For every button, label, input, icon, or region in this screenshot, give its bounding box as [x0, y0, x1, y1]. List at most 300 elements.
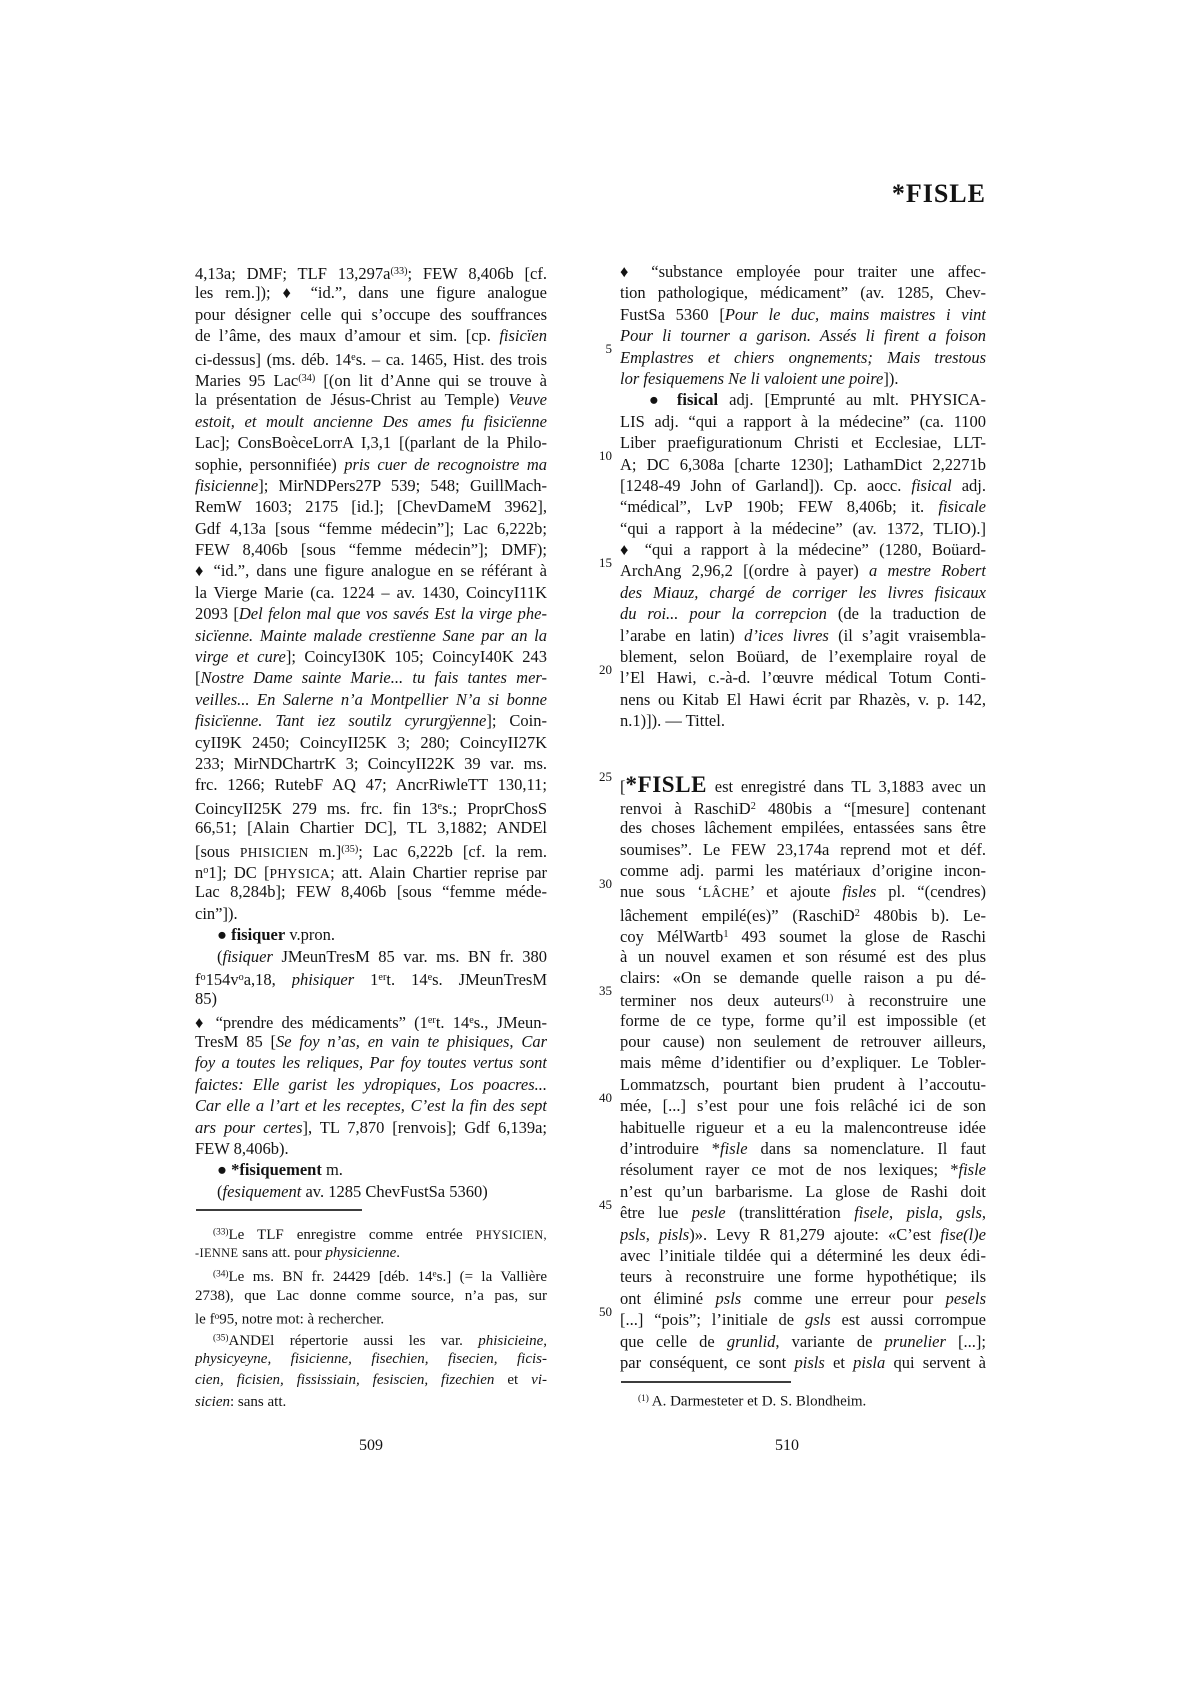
- text-line: [195, 518, 547, 539]
- text-run: est enregistré dans TL 3,1883 avec un: [707, 777, 986, 796]
- text-run: s.] (= la Vallière: [436, 1269, 547, 1286]
- text-run: Lac 8,284b]; FEW 8,406b [sous “femme méde-: [195, 882, 547, 902]
- text-run: est aussi corrompue: [830, 1310, 986, 1330]
- text-line: [195, 860, 547, 881]
- text-run: Gdf 4,13a [sous “femme médecin”]; Lac 6,222b;: [195, 518, 547, 538]
- text-line: [195, 582, 547, 603]
- text-run: ,: [543, 1332, 547, 1349]
- text-run: (: [217, 1181, 223, 1201]
- text-run: s. – ca. 1465, Hist. des trois: [355, 349, 547, 368]
- text-run: Emplastres et chiers ongnements; Mais trestous: [620, 347, 986, 367]
- text-line: [620, 774, 986, 795]
- text-run: lâchement empilé(es)” (RaschiD: [620, 905, 855, 925]
- text-run: que celle de: [620, 1331, 727, 1351]
- text-run: adj.: [951, 475, 986, 495]
- text-run: 4,13a; DMF; TLF 13,297a: [195, 264, 391, 283]
- text-line: [620, 903, 986, 924]
- text-line: [195, 325, 547, 346]
- text-run: sans att. pour: [238, 1245, 326, 1262]
- text-line: [620, 1288, 986, 1309]
- text-line: [195, 1328, 547, 1349]
- text-run: s. JMeunTresM: [432, 970, 547, 989]
- text-run: ; att. Alain Chartier reprise par: [330, 863, 547, 882]
- text-line: [620, 710, 986, 731]
- text-run: Car elle a l’art et les receptes, C’est la fin des sept: [195, 1096, 547, 1116]
- text-run: ●: [642, 390, 677, 410]
- text-run: ,: [645, 1224, 659, 1244]
- text-run: 480bis b). Le-: [859, 905, 986, 925]
- text-run: Le ms. BN fr. 24429 [déb. 14: [228, 1269, 433, 1286]
- text-run: à reconstruire une: [833, 991, 986, 1010]
- text-line: [195, 881, 547, 902]
- text-line: [195, 603, 547, 624]
- text-run: v.pron.: [285, 925, 335, 945]
- text-run: d’introduire *: [620, 1139, 721, 1159]
- text-run: gsls: [956, 1203, 982, 1223]
- text-run: à un nouvel examen et son résumé est des plus: [620, 946, 986, 966]
- text-run: psls: [715, 1288, 742, 1308]
- text-line: [620, 1159, 986, 1180]
- text-line: [195, 1074, 547, 1095]
- text-line: [620, 924, 986, 945]
- text-run: (translittération: [725, 1203, 855, 1223]
- text-run: foy a toutes les reliques, Par foy toutes vertus sont: [195, 1053, 547, 1073]
- text-run: er: [378, 971, 387, 983]
- text-run: TresM 85 [: [195, 1032, 277, 1052]
- text-line: [620, 689, 986, 710]
- text-line: [195, 732, 547, 753]
- left-column: [195, 261, 547, 1202]
- text-run: être lue: [620, 1203, 692, 1223]
- text-run: Pour le duc, mains maistres i vint: [724, 304, 986, 324]
- text-run: soumises”. Le FEW 23,174a reprend mot et déf.: [620, 839, 986, 859]
- text-line: [195, 1117, 547, 1138]
- text-line: [620, 881, 986, 902]
- text-run: les rem.]); ♦ “id.”, dans une figure analogue: [195, 283, 547, 303]
- text-line: [195, 839, 547, 860]
- text-run: et: [494, 1372, 532, 1389]
- text-run: veilles... En Salerne n’a Montpellier N’a si bonne: [195, 689, 547, 709]
- text-run: ; FEW 8,406b [cf.: [407, 264, 547, 283]
- text-run: o: [238, 971, 244, 983]
- text-line: [620, 1352, 986, 1373]
- text-run: t. 14: [435, 1012, 470, 1032]
- text-run: a,18,: [243, 970, 292, 989]
- text-run: mais même d’identifier ou d’expliquer. Le Tobler-: [620, 1053, 986, 1073]
- text-run: ]; Coin-: [486, 711, 547, 731]
- text-line: [195, 967, 547, 988]
- text-run: ●: [217, 925, 232, 945]
- line-number: 35: [599, 983, 612, 998]
- text-line: [195, 539, 547, 560]
- text-line: [195, 946, 547, 967]
- text-line: [195, 411, 547, 432]
- text-run: teurs à reconstruire une forme hypothétique; ils: [620, 1267, 986, 1287]
- text-run: 154v: [205, 970, 239, 989]
- text-run: la Vierge Marie (ca. 1224 – av. 1430, CoincyI11K: [195, 582, 547, 602]
- text-run: o: [200, 971, 206, 983]
- text-run: [...];: [945, 1331, 986, 1351]
- text-run: fisical: [676, 390, 719, 410]
- text-run: 1: [354, 970, 379, 989]
- text-run: fisicienne: [195, 475, 259, 495]
- text-line: [620, 988, 986, 1009]
- text-run: (1): [638, 1394, 649, 1404]
- text-line: [195, 1010, 547, 1031]
- text-run: adj. [Emprunté au mlt. PHYSICA-: [718, 390, 986, 410]
- text-run: Maries 95 Lac: [195, 371, 299, 390]
- text-run: 233; MirNDChartrK 3; CoincyII22K 39 var. ms.: [195, 753, 547, 773]
- text-run: le f: [195, 1311, 215, 1328]
- text-line: [620, 1181, 986, 1202]
- text-run: psls: [620, 1224, 646, 1244]
- text-run: ’ et ajoute: [749, 882, 843, 902]
- text-run: cin”]).: [195, 903, 238, 923]
- text-run: qui servent à: [885, 1352, 986, 1372]
- text-run: 480bis a “[mesure] contenant: [755, 798, 986, 818]
- text-run: a mestre Robert: [869, 561, 986, 581]
- text-run: [: [620, 777, 626, 796]
- text-run: ♦ “substance employée pour traiter une affec-: [620, 262, 986, 281]
- text-line: [195, 796, 547, 817]
- text-run: (: [217, 946, 223, 966]
- line-number: 50: [599, 1304, 612, 1319]
- text-run: e: [437, 800, 443, 812]
- text-line: [620, 347, 986, 368]
- text-run: 493 soumet la glose de Raschi: [728, 927, 986, 946]
- text-line: [620, 411, 986, 432]
- text-run: (1): [821, 993, 834, 1005]
- text-run: FEW 8,406b [sous “femme médecin”]; DMF);: [195, 540, 547, 560]
- text-line: [195, 774, 547, 795]
- text-run: pisls: [658, 1224, 690, 1244]
- text-line: [620, 325, 986, 346]
- text-run: fisical: [911, 475, 952, 495]
- text-run: clairs: «On se demande quelle raison a pu dé-: [620, 967, 986, 987]
- line-number: 20: [599, 662, 612, 677]
- text-run: Veuve: [508, 390, 547, 410]
- text-run: physicyeyne, fisicienne, fisechien, fisecien, ficis-: [195, 1351, 547, 1368]
- text-run: [(on lit d’Anne qui se trouve à: [315, 371, 547, 390]
- text-run: fisicale: [938, 497, 986, 517]
- text-run: (33): [213, 1227, 229, 1237]
- line-number: 25: [599, 769, 612, 784]
- text-run: résolument rayer ce mot de nos lexiques; *: [620, 1160, 959, 1180]
- text-line: [620, 432, 986, 453]
- text-run: )». Levy R 81,279 ajoute: «C’est: [689, 1224, 941, 1244]
- text-run: n’est qu’un barbarisme. La glose de Rashi doit: [620, 1181, 986, 1201]
- page-number-right: 510: [775, 1437, 799, 1454]
- text-run: ars pour certes: [195, 1117, 303, 1137]
- text-line: [620, 1095, 986, 1116]
- text-line: [620, 1010, 986, 1031]
- text-run: ♦ “prendre des médicaments” (1: [195, 1012, 428, 1032]
- text-line: [195, 1159, 547, 1180]
- text-line: [195, 368, 547, 389]
- text-run: (34): [213, 1269, 229, 1280]
- text-line: [195, 625, 547, 646]
- text-run: [1248-49 John of Garland]). Cp. aocc.: [620, 475, 912, 495]
- text-run: m.: [321, 1160, 343, 1180]
- text-run: “qui a rapport à la médecine” (av. 1372, TLIO).]: [620, 518, 986, 538]
- text-run: renvoi à RaschiD: [620, 798, 751, 818]
- text-run: (33): [390, 266, 408, 277]
- text-run: avec l’initiale tildée qui a déterminé les deux édi-: [620, 1245, 986, 1265]
- text-run: s.; ProprChosS: [442, 798, 547, 818]
- text-run: ], TL 7,870 [renvois]; Gdf 6,139a;: [302, 1117, 547, 1137]
- footnote-separator-right: [621, 1381, 791, 1383]
- text-line: [195, 1349, 547, 1370]
- text-line: [195, 1243, 547, 1264]
- text-run: fise(l)e: [940, 1224, 986, 1244]
- text-run: ; Lac 6,222b [cf. la rem.: [358, 841, 547, 860]
- text-line: [620, 625, 986, 646]
- right-column: [620, 261, 986, 1373]
- text-line: [195, 1286, 547, 1307]
- text-run: pesle: [691, 1203, 726, 1223]
- text-line: [195, 454, 547, 475]
- text-line: [195, 903, 547, 924]
- text-run: physicienne: [325, 1245, 397, 1262]
- text-run: A. Darmesteter et D. S. Blondheim.: [648, 1393, 867, 1410]
- text-run: e: [469, 1014, 474, 1026]
- text-run: A; DC 6,308a [charte 1230]; LathamDict 2,2271b: [620, 454, 986, 474]
- text-run: (35): [341, 843, 359, 855]
- text-line: [195, 560, 547, 581]
- text-run: CoincyII25K 279 ms. frc. fin 13: [195, 798, 438, 818]
- text-run: er: [427, 1014, 436, 1026]
- text-run: Nostre Dame sainte Marie... tu fais tantes mer-: [200, 668, 547, 688]
- text-run: PHISICIEN: [239, 844, 309, 860]
- text-line: [620, 1117, 986, 1138]
- text-run: nue sous ‘: [620, 882, 703, 902]
- text-line: [620, 1224, 986, 1245]
- text-run: pour cause) non seulement de retrouver ailleurs,: [620, 1032, 986, 1052]
- text-line: [195, 924, 547, 945]
- text-line: [620, 1331, 986, 1352]
- text-run: ,: [938, 1203, 957, 1223]
- text-run: e: [427, 971, 433, 983]
- text-line: [620, 860, 986, 881]
- text-line: [195, 1181, 547, 1202]
- text-line: [620, 1202, 986, 1223]
- text-line: [195, 1031, 547, 1052]
- text-line: [195, 1095, 547, 1116]
- right-column-footnotes: [620, 1389, 986, 1410]
- text-line: [195, 1138, 547, 1159]
- text-run: de l’âme, des maux d’amour et sim. [cp.: [195, 326, 500, 346]
- text-line: [620, 839, 986, 860]
- text-run: cyII9K 2450; CoincyII25K 3; 280; CoincyII27K: [195, 732, 547, 752]
- text-line: [195, 261, 547, 282]
- text-line: [620, 261, 986, 282]
- text-line: [195, 475, 547, 496]
- text-line: [620, 1052, 986, 1073]
- text-run: s., JMeun-: [473, 1012, 547, 1032]
- text-run: ,: [981, 1203, 986, 1223]
- text-run: phisiquer: [291, 970, 355, 989]
- text-run: ♦ “id.”, dans une figure analogue en se référant à: [195, 561, 547, 581]
- text-line: [620, 796, 986, 817]
- text-run: blement, selon Boüard, de l’exemplaire royal de: [620, 647, 986, 667]
- text-line: [620, 946, 986, 967]
- text-run: ●: [217, 1160, 232, 1180]
- text-run: RemW 1603; 2175 [id.]; [ChevDameM 3962],: [195, 497, 547, 517]
- text-run: av. 1285 ChevFustSa 5360): [301, 1181, 488, 1201]
- line-number: 45: [599, 1197, 612, 1212]
- text-line: [620, 304, 986, 325]
- blank-line: [620, 732, 986, 753]
- text-line: [195, 304, 547, 325]
- text-run: ArchAng 2,96,2 [(ordre à payer): [620, 561, 870, 581]
- text-run: fisle: [958, 1160, 986, 1180]
- text-run: (35): [213, 1332, 229, 1343]
- text-line: [195, 1052, 547, 1073]
- text-run: [sous: [195, 841, 240, 860]
- text-run: 95, notre mot: à rechercher.: [219, 1311, 385, 1328]
- line-number: 30: [599, 876, 612, 891]
- text-run: n.1)]). — Tittel.: [620, 711, 725, 731]
- text-run: fisiquer: [231, 925, 286, 945]
- text-run: terminer nos deux auteurs: [620, 991, 822, 1010]
- text-run: [: [195, 668, 201, 688]
- text-run: fisicïen: [499, 326, 547, 346]
- text-run: comme une erreur pour: [741, 1288, 946, 1308]
- text-run: (de la traduction de: [826, 604, 986, 624]
- text-line: [195, 496, 547, 517]
- text-run: [...] “pois”; l’initiale de: [620, 1310, 805, 1330]
- text-line: [620, 1138, 986, 1159]
- text-run: l’arabe en latin): [620, 625, 745, 645]
- text-line: [620, 1389, 986, 1410]
- text-run: cien, ficisien, fississiain, fesiscien, fizechien: [195, 1372, 495, 1389]
- line-number: 5: [605, 341, 612, 356]
- text-run: ont éliminé: [620, 1288, 716, 1308]
- text-run: 2738), que Lac donne comme source, n’a pas, sur: [195, 1287, 547, 1304]
- text-run: fisle: [720, 1139, 748, 1159]
- text-line: [195, 347, 547, 368]
- text-run: pisla: [853, 1352, 886, 1372]
- text-run: prunelier: [884, 1331, 946, 1351]
- text-line: [620, 646, 986, 667]
- text-line: [195, 1264, 547, 1285]
- text-run: *fisiquement: [231, 1160, 322, 1180]
- text-run: sicïenne. Mainte malade crestïenne Sane par an la: [195, 625, 547, 645]
- text-line: [620, 582, 986, 603]
- text-run: t. 14: [386, 970, 428, 989]
- text-run: o: [203, 864, 209, 876]
- text-run: Le TLF enregistre comme entrée: [228, 1226, 476, 1243]
- text-line: [620, 1309, 986, 1330]
- gutter-line-numbers: [566, 0, 614, 1684]
- text-run: 2: [750, 800, 756, 812]
- text-run: dans sa nomenclature. Il faut: [747, 1139, 986, 1159]
- text-run: ,: [889, 1203, 907, 1223]
- text-run: grunlid: [726, 1331, 776, 1351]
- text-run: fisicïenne. Tant iez soutilz cyrurgÿenne: [195, 711, 487, 731]
- text-line: [620, 603, 986, 624]
- text-run: estoit, et moult ancienne Des ames fu fisicïenne: [195, 411, 547, 431]
- text-run: (il s’agit vraisembla-: [828, 625, 986, 645]
- text-run: pisls: [794, 1352, 825, 1372]
- text-run: l’El Hawi, c.-à-d. l’œuvre médical Totum Conti-: [620, 668, 986, 688]
- text-run: 66,51; [Alain Chartier DC], TL 3,1882; ANDEl: [195, 818, 547, 838]
- text-run: pl. “(cendres): [876, 882, 986, 902]
- line-number: 15: [599, 555, 612, 570]
- text-line: [620, 496, 986, 517]
- text-run: faictes: Elle garist les ydropiques, Los poacres...: [195, 1074, 547, 1094]
- text-run: LÂCHE: [702, 885, 750, 901]
- text-run: la présentation de Jésus-Christ au Temple): [195, 390, 509, 410]
- text-line: [620, 1245, 986, 1266]
- text-line: [195, 667, 547, 688]
- text-run: vi-: [531, 1372, 547, 1389]
- text-run: des choses lâchement empilées, entassées sans être: [620, 818, 986, 838]
- text-run: e: [351, 351, 356, 363]
- text-run: gsls: [804, 1310, 831, 1330]
- left-column-footnotes: [195, 1222, 547, 1413]
- text-run: ci-dessus] (ms. déb. 14: [195, 349, 352, 368]
- text-run: tion pathologique, médicament” (av. 1285, Chev-: [620, 283, 986, 303]
- text-run: , variante de: [775, 1331, 885, 1351]
- text-run: des Miauz, chargé de corriger les livres fisicaux: [620, 582, 986, 602]
- text-run: ]).: [883, 368, 899, 388]
- text-line: [620, 518, 986, 539]
- text-line: [195, 1392, 547, 1413]
- text-run: Liber praefigurationum Christi et Ecclesiae, LLT-: [620, 433, 986, 453]
- text-run: LIS adj. “qui a rapport à la médecine” (ca. 1100: [620, 411, 986, 431]
- text-run: PHYSICIEN,: [475, 1227, 547, 1242]
- text-line: [195, 988, 547, 1009]
- text-run: FEW 8,406b).: [195, 1139, 289, 1159]
- text-line: [195, 753, 547, 774]
- text-line: [620, 539, 986, 560]
- text-line: [195, 1307, 547, 1328]
- text-run: (34): [298, 372, 316, 384]
- text-run: 1: [723, 929, 729, 941]
- text-run: fisles: [842, 882, 877, 902]
- text-run: *FISLE: [625, 774, 708, 796]
- text-run: sophie, personnifiée): [195, 454, 345, 474]
- text-line: [620, 967, 986, 988]
- text-run: ]; CoincyI30K 105; CoincyI40K 243: [285, 647, 547, 667]
- text-run: 2093 [: [195, 604, 239, 624]
- running-head-title: *FISLE: [891, 179, 986, 208]
- text-run: mée, [...] s’est pour une fois relâché ici de son: [620, 1096, 986, 1116]
- text-run: fisiquer: [222, 946, 273, 966]
- page-number-left: 509: [359, 1437, 383, 1454]
- text-run: d’ices livres: [744, 625, 829, 645]
- line-number: 40: [599, 1090, 612, 1105]
- text-run: virge et cure: [195, 647, 286, 667]
- text-run: JMeunTresM 85 var. ms. BN fr. 380: [272, 946, 547, 966]
- blank-line: [620, 753, 986, 774]
- text-run: 2: [854, 907, 860, 919]
- text-run: du roi... pour la correpcion: [620, 604, 827, 624]
- footnote-separator-left: [196, 1209, 362, 1211]
- text-line: [620, 475, 986, 496]
- text-line: [620, 1074, 986, 1095]
- text-run: FustSa 5360 [: [620, 304, 725, 324]
- text-line: [195, 689, 547, 710]
- text-line: [195, 710, 547, 731]
- text-run: pisla: [906, 1203, 939, 1223]
- text-run: fesiquement: [222, 1181, 302, 1201]
- text-run: forme de ce type, forme qu’il est impossible (et: [620, 1010, 986, 1030]
- text-run: e: [432, 1269, 437, 1280]
- text-line: [195, 817, 547, 838]
- text-run: .: [396, 1245, 401, 1262]
